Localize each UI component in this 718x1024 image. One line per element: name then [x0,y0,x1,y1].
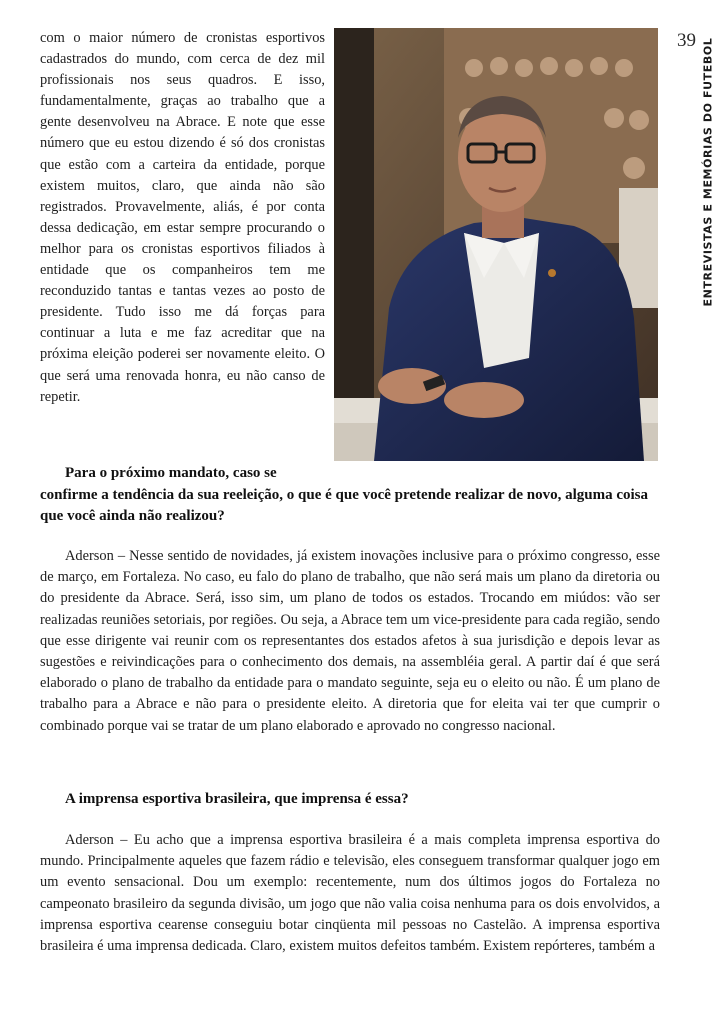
page-number: 39 [677,30,696,51]
intro-paragraph: com o maior número de cronistas esportivos cadastrados do mundo, com cerca de dez mil profissionais nos seus quadros. E isso, fundamentalmente, graças ao trabalho que a gente desenvolveu na Abrace. E note que esse número que eu estou dizendo é só dos cronistas que estão com a carteira da entidade, porque existem muitos, claro, que ainda não são registrados. Provavelmente, aliás, é por conta dessa dedicação, em estar sempre procurando o melhor para os cronistas esportivos filiados à entidade que os companheiros tem me reconduzido tantas e tantas vezes ao posto de presidente. Tudo isso me dá forças para continuar a luta e me faz acreditar que na próxima eleição poderei ser novamente eleito. O que será uma renovada honra, eu não canso de repetir. [40,30,325,405]
answer-1: Aderson – Nesse sentido de novidades, já existem inovações inclusive para o próximo congresso, esse de março, em Fortaleza. No caso, eu falo do plano de trabalho, que não será mais um plano da diretoria ou do presidente da Abrace. Será, isso sim, um plano de todos os estados. Trocando em miúdos: vão ser realizadas reuniões setoriais, por regiões. Ou seja, a Abrace tem um vice-presidente para cada região, sendo que esse dirigente vai reunir com os representantes dos estados afetos à sua jurisdição e depois levar as sugestões e reivindicações para o conhecimento dos demais, na assembléia geral. A partir daí é que será elaborado o plano de trabalho da entidade para o mandato seguinte, seja eu o eleito ou não. É um plano de trabalho para a Abrace e não para o presidente eleito. A diretoria que for eleita vai ter que cumprir o combinado porque vai se tratar de um plano elaborado e aprovado no congresso nacional. [40,548,660,734]
running-head: ENTREVISTAS E MEMÓRIAS DO FUTEBOL [701,37,715,307]
question-1-rest: confirme a tendência da sua reeleição, o que é que você pretende realizar de novo, alguma coisa que você ainda não realizou? [40,486,648,524]
answer-2: Aderson – Eu acho que a imprensa esportiva brasileira é a mais completa imprensa esportiva do mundo. Principalmente aqueles que fazem rádio e televisão, eles conseguem transformar qualquer jogo em um evento sensacional. Dou um exemplo: recentemente, num dos últimos jogos do Fortaleza no campeonato brasileiro da segunda divisão, um jogo que não valia coisa nenhuma para os dois envolvidos, a imprensa esportiva cearense conseguiu botar cinqüenta mil pessoas no Castelão. A imprensa esportiva brasileira é uma imprensa dedicada. Claro, existem muitos defeitos também. Existem repórteres, também a [40,832,660,955]
question-1 [40,463,660,528]
question-1-lead: Para o próximo mandato, caso se [65,465,277,481]
question-2: A imprensa esportiva brasileira, que imprensa é essa? [65,791,409,807]
photo-illustration [334,28,658,461]
interviewee-photo [334,28,658,461]
